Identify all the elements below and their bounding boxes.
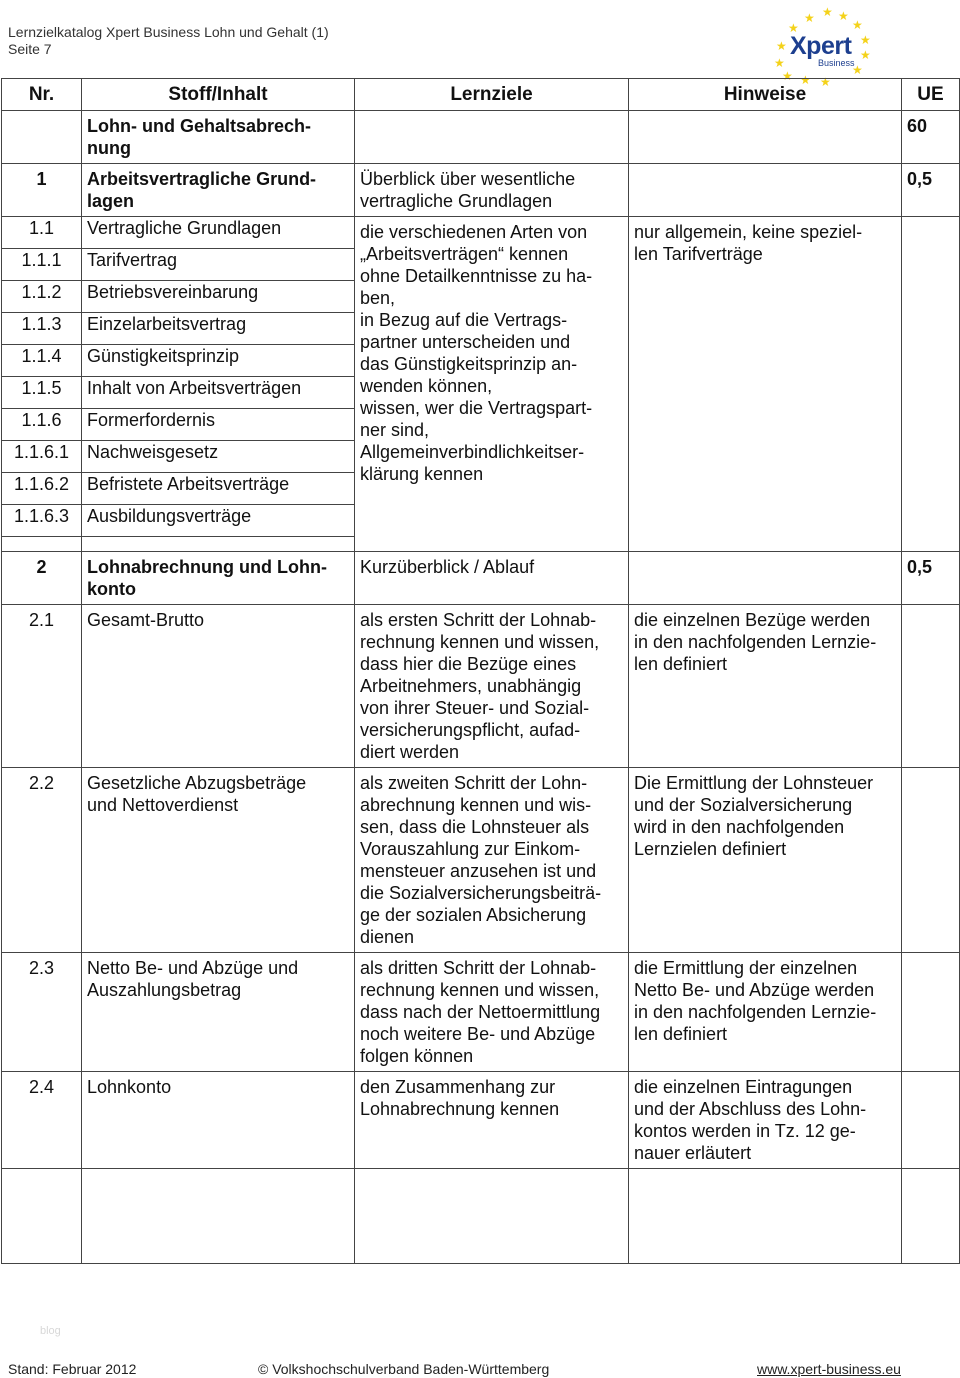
row-nr: 1.1.3 bbox=[2, 313, 82, 345]
row-hinweise: die Ermittlung der einzelnen Netto Be- und Abzüge werden in den nachfolgenden Lernzie- len definiert bbox=[629, 953, 902, 1072]
learning-goals-table bbox=[1, 75, 960, 1264]
row-stoff: Vertragliche Grundlagen bbox=[82, 217, 355, 249]
star-icon: ★ bbox=[838, 9, 849, 23]
row-stoff: Gesetzliche Abzugsbeträge und Nettoverdienst bbox=[82, 768, 355, 953]
footer-copyright: © Volkshochschulverband Baden-Württemberg bbox=[258, 1361, 550, 1377]
table-row bbox=[2, 1072, 960, 1169]
table-row bbox=[2, 768, 960, 953]
row-stoff: Einzelarbeitsvertrag bbox=[82, 313, 355, 345]
column-header-stoff: Stoff/Inhalt bbox=[82, 79, 355, 111]
logo-subtitle: Business bbox=[818, 58, 855, 68]
row-stoff: Formerfordernis bbox=[82, 409, 355, 441]
table-row bbox=[2, 164, 960, 217]
row-lernziele: den Zusammenhang zur Lohnabrechnung kennen bbox=[355, 1072, 629, 1169]
star-icon: ★ bbox=[852, 63, 863, 77]
row-stoff: Günstigkeitsprinzip bbox=[82, 345, 355, 377]
row-hinweise: die einzelnen Bezüge werden in den nachfolgenden Lernzie- len definiert bbox=[629, 605, 902, 768]
row-stoff: Ausbildungsverträge bbox=[82, 505, 355, 537]
row-nr: 2.1 bbox=[2, 605, 82, 768]
row-stoff: Tarifvertrag bbox=[82, 249, 355, 281]
column-header-ue: UE bbox=[902, 79, 960, 111]
star-icon: ★ bbox=[804, 11, 815, 25]
table-row bbox=[2, 217, 960, 249]
row-nr: 1.1.6.1 bbox=[2, 441, 82, 473]
table-row bbox=[2, 552, 960, 605]
row-nr: 2 bbox=[2, 552, 82, 605]
star-icon: ★ bbox=[774, 56, 785, 70]
row-lernziele: als ersten Schritt der Lohnab- rechnung kennen und wissen, dass hier die Bezüge eines Arbeitnehmers, unabhängig von ihrer Steuer- und Sozial- versicherungspflicht, aufad- diert werden bbox=[355, 605, 629, 768]
table-row bbox=[2, 605, 960, 768]
star-icon: ★ bbox=[860, 48, 871, 62]
star-icon: ★ bbox=[776, 39, 787, 53]
row-hinweise: Die Ermittlung der Lohnsteuer und der Sozialversicherung wird in den nachfolgenden Lernzielen definiert bbox=[629, 768, 902, 953]
row-nr: 1.1 bbox=[2, 217, 82, 249]
empty-row bbox=[2, 1169, 960, 1264]
star-icon: ★ bbox=[820, 75, 831, 89]
star-icon: ★ bbox=[782, 69, 793, 83]
star-icon: ★ bbox=[788, 21, 799, 35]
row-lernziele: Überblick über wesentliche vertragliche Grundlagen bbox=[355, 164, 629, 217]
row-stoff: Betriebsvereinbarung bbox=[82, 281, 355, 313]
section-title: Lohn- und Gehaltsabrech- nung bbox=[82, 111, 355, 164]
row-nr: 2.4 bbox=[2, 1072, 82, 1169]
row-nr: 1 bbox=[2, 164, 82, 217]
row-stoff: Arbeitsvertragliche Grund- lagen bbox=[82, 164, 355, 217]
row-nr: 2.3 bbox=[2, 953, 82, 1072]
row-nr: 1.1.4 bbox=[2, 345, 82, 377]
row-nr: 1.1.6.2 bbox=[2, 473, 82, 505]
document-header bbox=[8, 24, 329, 58]
star-icon: ★ bbox=[800, 73, 811, 87]
column-header-lernziele: Lernziele bbox=[355, 79, 629, 111]
star-icon: ★ bbox=[852, 18, 863, 32]
row-hinweise: die einzelnen Eintragungen und der Abschluss des Lohn- kontos werden in Tz. 12 ge- nauer erläutert bbox=[629, 1072, 902, 1169]
row-stoff: Lohnabrechnung und Lohn- konto bbox=[82, 552, 355, 605]
row-nr: 1.1.6.3 bbox=[2, 505, 82, 537]
row-stoff: Inhalt von Arbeitsverträgen bbox=[82, 377, 355, 409]
row-nr: 1.1.5 bbox=[2, 377, 82, 409]
row-stoff: Nachweisgesetz bbox=[82, 441, 355, 473]
row-stoff: Lohnkonto bbox=[82, 1072, 355, 1169]
section-ue: 60 bbox=[902, 111, 960, 164]
footer-url-link[interactable]: www.xpert-business.eu bbox=[757, 1361, 901, 1377]
table-row bbox=[2, 953, 960, 1072]
group-lernziele: die verschiedenen Arten von „Arbeitsverträgen“ kennen ohne Detailkenntnisse zu ha- ben, in Bezug auf die Vertrags- partner unterscheiden und das Günstigkeitsprinzip an- wenden können, wissen, wer die Vertragspart- ner sind, Allgemeinverbindlichkeitser- klärung kennen bbox=[355, 217, 629, 552]
row-ue: 0,5 bbox=[902, 552, 960, 605]
star-icon: ★ bbox=[822, 5, 833, 19]
row-lernziele: als dritten Schritt der Lohnab- rechnung kennen und wissen, dass nach der Nettoermittlung noch weitere Be- und Abzüge folgen können bbox=[355, 953, 629, 1072]
table-header-row bbox=[2, 79, 960, 111]
row-lernziele: als zweiten Schritt der Lohn- abrechnung kennen und wis- sen, dass die Lohnsteuer als Vorauszahlung zur Einkom- mensteuer anzusehen ist und die Sozialversicherungsbeiträ- ge der sozialen Absicherung dienen bbox=[355, 768, 629, 953]
document-title: Lernzielkatalog Xpert Business Lohn und Gehalt (1) bbox=[8, 24, 329, 40]
column-header-hinweise: Hinweise bbox=[629, 79, 902, 111]
star-icon: ★ bbox=[860, 33, 871, 47]
row-nr: 1.1.2 bbox=[2, 281, 82, 313]
row-nr: 2.2 bbox=[2, 768, 82, 953]
row-nr: 1.1.6 bbox=[2, 409, 82, 441]
section-row bbox=[2, 111, 960, 164]
group-hinweise: nur allgemein, keine speziel- len Tarifverträge bbox=[629, 217, 902, 552]
logo-wordmark: Xpert bbox=[790, 32, 852, 60]
row-stoff: Netto Be- und Abzüge und Auszahlungsbetrag bbox=[82, 953, 355, 1072]
row-ue: 0,5 bbox=[902, 164, 960, 217]
page-number: Seite 7 bbox=[8, 41, 52, 57]
column-header-nr: Nr. bbox=[2, 79, 82, 111]
row-stoff: Befristete Arbeitsverträge bbox=[82, 473, 355, 505]
row-nr: 1.1.1 bbox=[2, 249, 82, 281]
watermark: blog bbox=[40, 1325, 61, 1337]
footer-stand: Stand: Februar 2012 bbox=[8, 1361, 137, 1377]
row-stoff: Gesamt-Brutto bbox=[82, 605, 355, 768]
row-lernziele: Kurzüberblick / Ablauf bbox=[355, 552, 629, 605]
xpert-business-logo bbox=[772, 4, 880, 89]
